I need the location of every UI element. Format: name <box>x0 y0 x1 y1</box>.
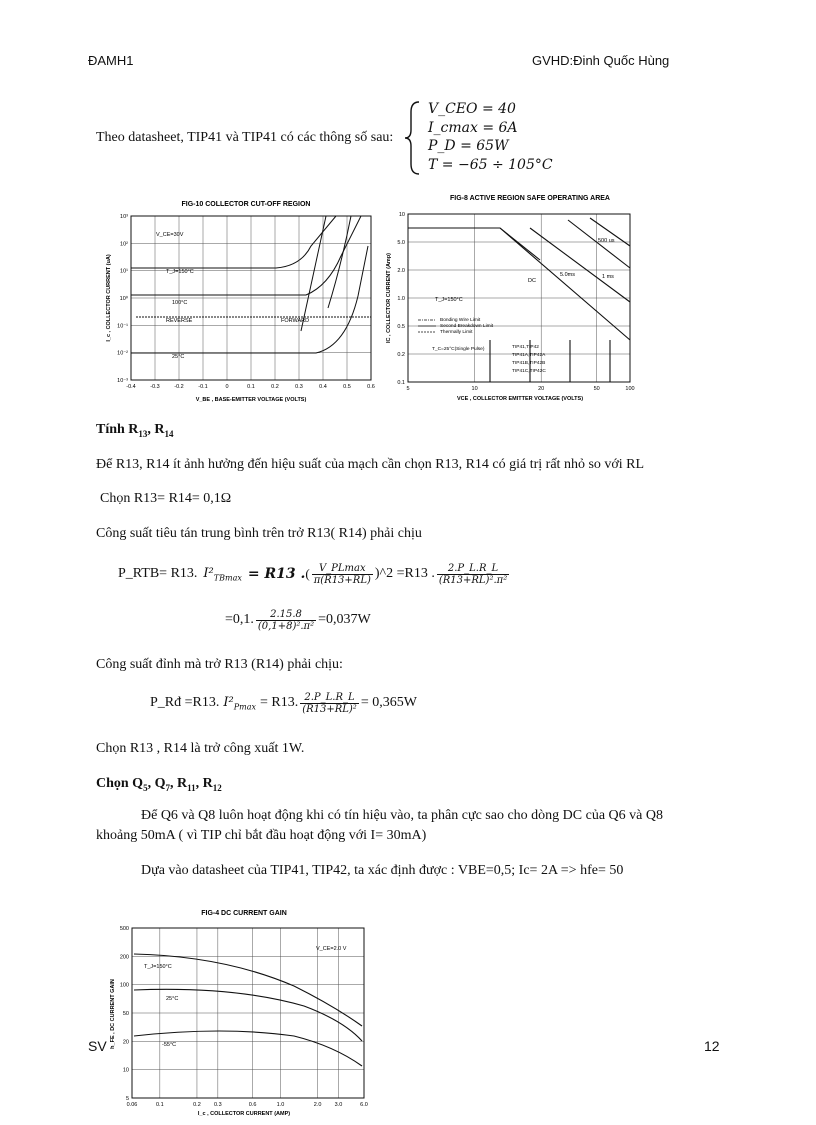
fig10-ytick: 10² <box>120 241 128 248</box>
fig4-xtick: 6.0 <box>360 1102 368 1108</box>
fig8-xtick: 10 <box>471 386 478 392</box>
fig8-5ms-label: 5.0ms <box>560 272 575 278</box>
fig4-t25-label: 25°C <box>166 996 179 1002</box>
fig10-xtick: -0.3 <box>150 384 160 390</box>
fig8-ytick: 0.2 <box>397 352 405 358</box>
fig4-curve-55 <box>134 1031 362 1066</box>
footer-left: SV <box>88 1038 107 1054</box>
eq3-mid: = R13. <box>259 695 299 710</box>
para-r13-choice: Chọn R13= R14= 0,1Ω <box>100 491 232 506</box>
intro-text: Theo datasheet, TIP41 và TIP41 có các thông số sau: <box>96 130 394 145</box>
fig8-xtick: 50 <box>593 386 600 392</box>
param-vceo: V_CEO = 40 <box>428 101 516 117</box>
fig8-ytick: 2.0 <box>397 268 405 274</box>
fig10-reverse-label: REVERSE <box>166 318 193 324</box>
fig4-xlabel: I_c , COLLECTOR CURRENT (AMP) <box>197 1111 291 1117</box>
fig8-1ms-label: 1 ms <box>602 274 614 280</box>
fig8-part-1: TIP41A,TIP42A <box>512 353 546 358</box>
fig8-ytick: 10 <box>398 212 405 218</box>
fig8-legend-3: T_C=25°C(Single Pulse) <box>432 347 485 352</box>
fig8-part-3: TIP41C,TIP42C <box>512 369 546 374</box>
fig10-ytick: 10¹ <box>120 268 128 275</box>
fig10-xtick: 0.2 <box>271 384 279 390</box>
param-pd: P_D = 65W <box>428 138 509 154</box>
fig10-vce-label: V_CE=30V <box>156 232 184 238</box>
eq1-mid: = R13 . <box>247 566 306 582</box>
fig8-ytick: 5.0 <box>397 240 405 246</box>
fig10-xlabel: V_BE , BASE-EMITTER VOLTAGE (VOLTS) <box>195 397 307 403</box>
fig10-xtick: 0.6 <box>367 384 375 390</box>
fig8-curve-1ms <box>568 220 630 268</box>
fig4-vce-label: V_CE=2.0 V <box>316 946 347 952</box>
fig10-forward-label: FORWARD <box>281 318 310 324</box>
eq3-num: 2.P_L.R_L <box>300 692 359 704</box>
page-number: 12 <box>704 1038 720 1054</box>
fig4-xtick: 0.6 <box>248 1102 257 1108</box>
fig10-ytick: 10³ <box>120 214 128 220</box>
fig8-part-0: TIP41,TIP42 <box>512 345 539 350</box>
fig10-t150-label: T_J=150°C <box>166 269 194 275</box>
fig8-title: FIG-8 ACTIVE REGION SAFE OPERATING AREA <box>450 195 610 202</box>
fig4-ytick: 200 <box>119 954 129 961</box>
param-list <box>428 100 553 174</box>
eq3-lhs: P_Rđ =R13. <box>150 695 220 710</box>
fig4-t55-label: -55°C <box>162 1042 177 1048</box>
eq-peak-power: P_Rđ =R13. $I^2_{Pmax}$ = R13. $\frac{2.P\_L.R\_L}{\text{(R13+RL)²}}$ = 0,365W <box>150 691 417 715</box>
fig10-ytick: 10⁰ <box>119 296 128 302</box>
fig4-xtick: 0.1 <box>156 1102 164 1108</box>
fig4-xtick: 3.0 <box>334 1102 343 1108</box>
fig8-xtick: 20 <box>538 386 545 392</box>
para-bias-1: Để Q6 và Q8 luôn hoạt động khi có tín hiệu vào, ta phân cực sao cho dòng DC của Q6 và Q8 <box>141 808 663 823</box>
fig10-xtick: -0.4 <box>126 384 136 390</box>
fig10-ytick: 10⁻¹ <box>117 323 128 330</box>
header-left: ĐAMH1 <box>88 53 134 68</box>
fig10-curve-b <box>328 216 351 308</box>
fig4-xtick: 1.0 <box>276 1102 285 1108</box>
para-avg-power: Công suất tiêu tán trung bình trên trở R13( R14) phải chịu <box>96 526 422 541</box>
fig4-ytick: 100 <box>119 982 129 989</box>
fig10-chart <box>96 196 374 415</box>
fig8-xtick: 100 <box>625 386 635 392</box>
fig4-xtick: 0.3 <box>214 1102 222 1108</box>
fig10-curve-25 <box>131 246 368 353</box>
eq2-pre: =0,1. <box>225 612 254 627</box>
fig8-curve-bond <box>500 228 540 260</box>
eq-avg-power-value <box>225 600 371 640</box>
fig8-dc-label: DC <box>528 278 536 284</box>
fig10-title: FIG-10 COLLECTOR CUT-OFF REGION <box>181 201 311 208</box>
fig8-tj-label: T_J=150°C <box>435 297 463 303</box>
fig10-xtick: 0.1 <box>247 384 255 390</box>
eq2-num: 2.15.8 <box>256 609 316 621</box>
fig4-ytick: 10 <box>122 1067 129 1074</box>
section-q5-title: Chọn $Q_5$, $Q_7$, $R_{11}$, $R_{12}$ <box>96 776 222 793</box>
fig10-xtick: 0 <box>225 384 229 390</box>
eq2-result: =0,037W <box>318 612 371 627</box>
para-datasheet: Dựa vào datasheet của TIP41, TIP42, ta xác định được : VBE=0,5; Ic= 2A => hfe= 50 <box>141 863 624 878</box>
eq2-den: (0,1+8)².π² <box>257 620 315 632</box>
param-icmax: I_cmax = 6A <box>428 119 518 136</box>
eq3-den: (R13+RL)² <box>302 703 357 715</box>
eq1-lhs: P_RTB= R13. <box>118 566 198 581</box>
fig10-ytick: 10⁻³ <box>117 378 128 384</box>
fig10-ylabel: I_c , COLLECTOR CURRENT (uA) <box>106 254 112 342</box>
fig10-xtick: 0.4 <box>319 384 327 390</box>
fig10-xtick: -0.1 <box>198 384 208 390</box>
fig10-t25-label: 25°C <box>172 354 185 360</box>
para-peak-power: Công suất đỉnh mà trở R13 (R14) phải chịu: <box>96 657 343 672</box>
fig4-chart <box>104 906 374 1125</box>
fig4-xtick: 0.06 <box>126 1102 138 1108</box>
fig4-ytick: 50 <box>122 1011 129 1017</box>
param-t: T = −65 ÷ 105°C <box>428 156 553 173</box>
fig4-t150-label: T_J=150°C <box>144 964 172 970</box>
param-brace <box>403 100 423 181</box>
fig4-xtick: 2.0 <box>313 1102 322 1108</box>
fig8-chart <box>380 190 640 415</box>
fig10-xtick: -0.2 <box>174 384 184 390</box>
fig8-legend-1: Second Breakdown Limit <box>440 324 494 329</box>
fig4-ytick: 500 <box>119 926 129 932</box>
fig4-ylabel: h_FE , DC CURRENT GAIN <box>110 979 116 1049</box>
para-r13-rating: Chọn R13 , R14 là trở công xuất 1W. <box>96 741 305 756</box>
fig8-ytick: 0.1 <box>397 380 405 386</box>
fig10-curve-150 <box>131 216 336 268</box>
fig10-xtick: 0.3 <box>295 384 303 390</box>
para-bias-2: khoảng 50mA ( vì TIP chỉ bắt đầu hoạt động với I= 30mA) <box>96 828 427 843</box>
fig8-xlabel: VCE , COLLECTOR EMITTER VOLTAGE (VOLTS) <box>456 396 584 402</box>
eq1-num2: 2.P_L.R_L <box>437 563 509 575</box>
fig10-t100-label: 100°C <box>172 300 188 306</box>
fig8-ylabel: IC , COLLECTOR CURRENT (Amp) <box>386 252 392 344</box>
fig8-curve-5ms <box>530 228 630 302</box>
eq1-pow: )^2 =R13 . <box>374 566 435 581</box>
fig4-xtick: 0.2 <box>193 1102 201 1108</box>
fig8-ytick: 1.0 <box>397 296 405 302</box>
fig10-ytick: 10⁻² <box>117 350 128 357</box>
fig4-title: FIG-4 DC CURRENT GAIN <box>201 910 287 917</box>
fig8-legend-0: Bonding Wire Limit <box>440 318 481 323</box>
fig8-xtick: 5 <box>406 386 410 392</box>
header-right: GVHD:Đinh Quốc Hùng <box>532 53 670 68</box>
fig4-ytick: 5 <box>125 1096 129 1102</box>
fig8-500us-label: 500 us <box>598 238 615 244</box>
para-r13-intro: Để R13, R14 ít ảnh hưởng đến hiệu suất của mạch cần chọn R13, R14 có giá trị rất nhỏ so với RL <box>96 457 645 472</box>
fig10-xtick: 0.5 <box>343 384 351 390</box>
section-r13-title: Tính $R_{13}$, $R_{14}$ <box>96 422 174 439</box>
fig4-ytick: 20 <box>122 1039 129 1046</box>
fig8-legend-2: Thermally Limit <box>440 330 473 335</box>
fig8-part-2: TIP41B,TIP42B <box>512 361 546 366</box>
eq1-num1: V_PLmax <box>312 563 373 575</box>
fig10-curve-a <box>301 216 326 331</box>
eq1-den1: π(R13+RL) <box>313 574 371 586</box>
eq-avg-power: P_RTB= R13. $I^2_{TBmax}$ = R13 . ( $\frac{V\_PLmax}{\pi(R13+RL)}$ )^2 =R13 . $\frac{2.P\_L.R\_L}{\text{(R13+RL)².π²}}$ <box>118 562 508 586</box>
fig8-ytick: 0.5 <box>397 324 405 330</box>
eq1-den2: (R13+RL)².π² <box>438 574 508 586</box>
eq3-result: = 0,365W <box>360 695 417 710</box>
